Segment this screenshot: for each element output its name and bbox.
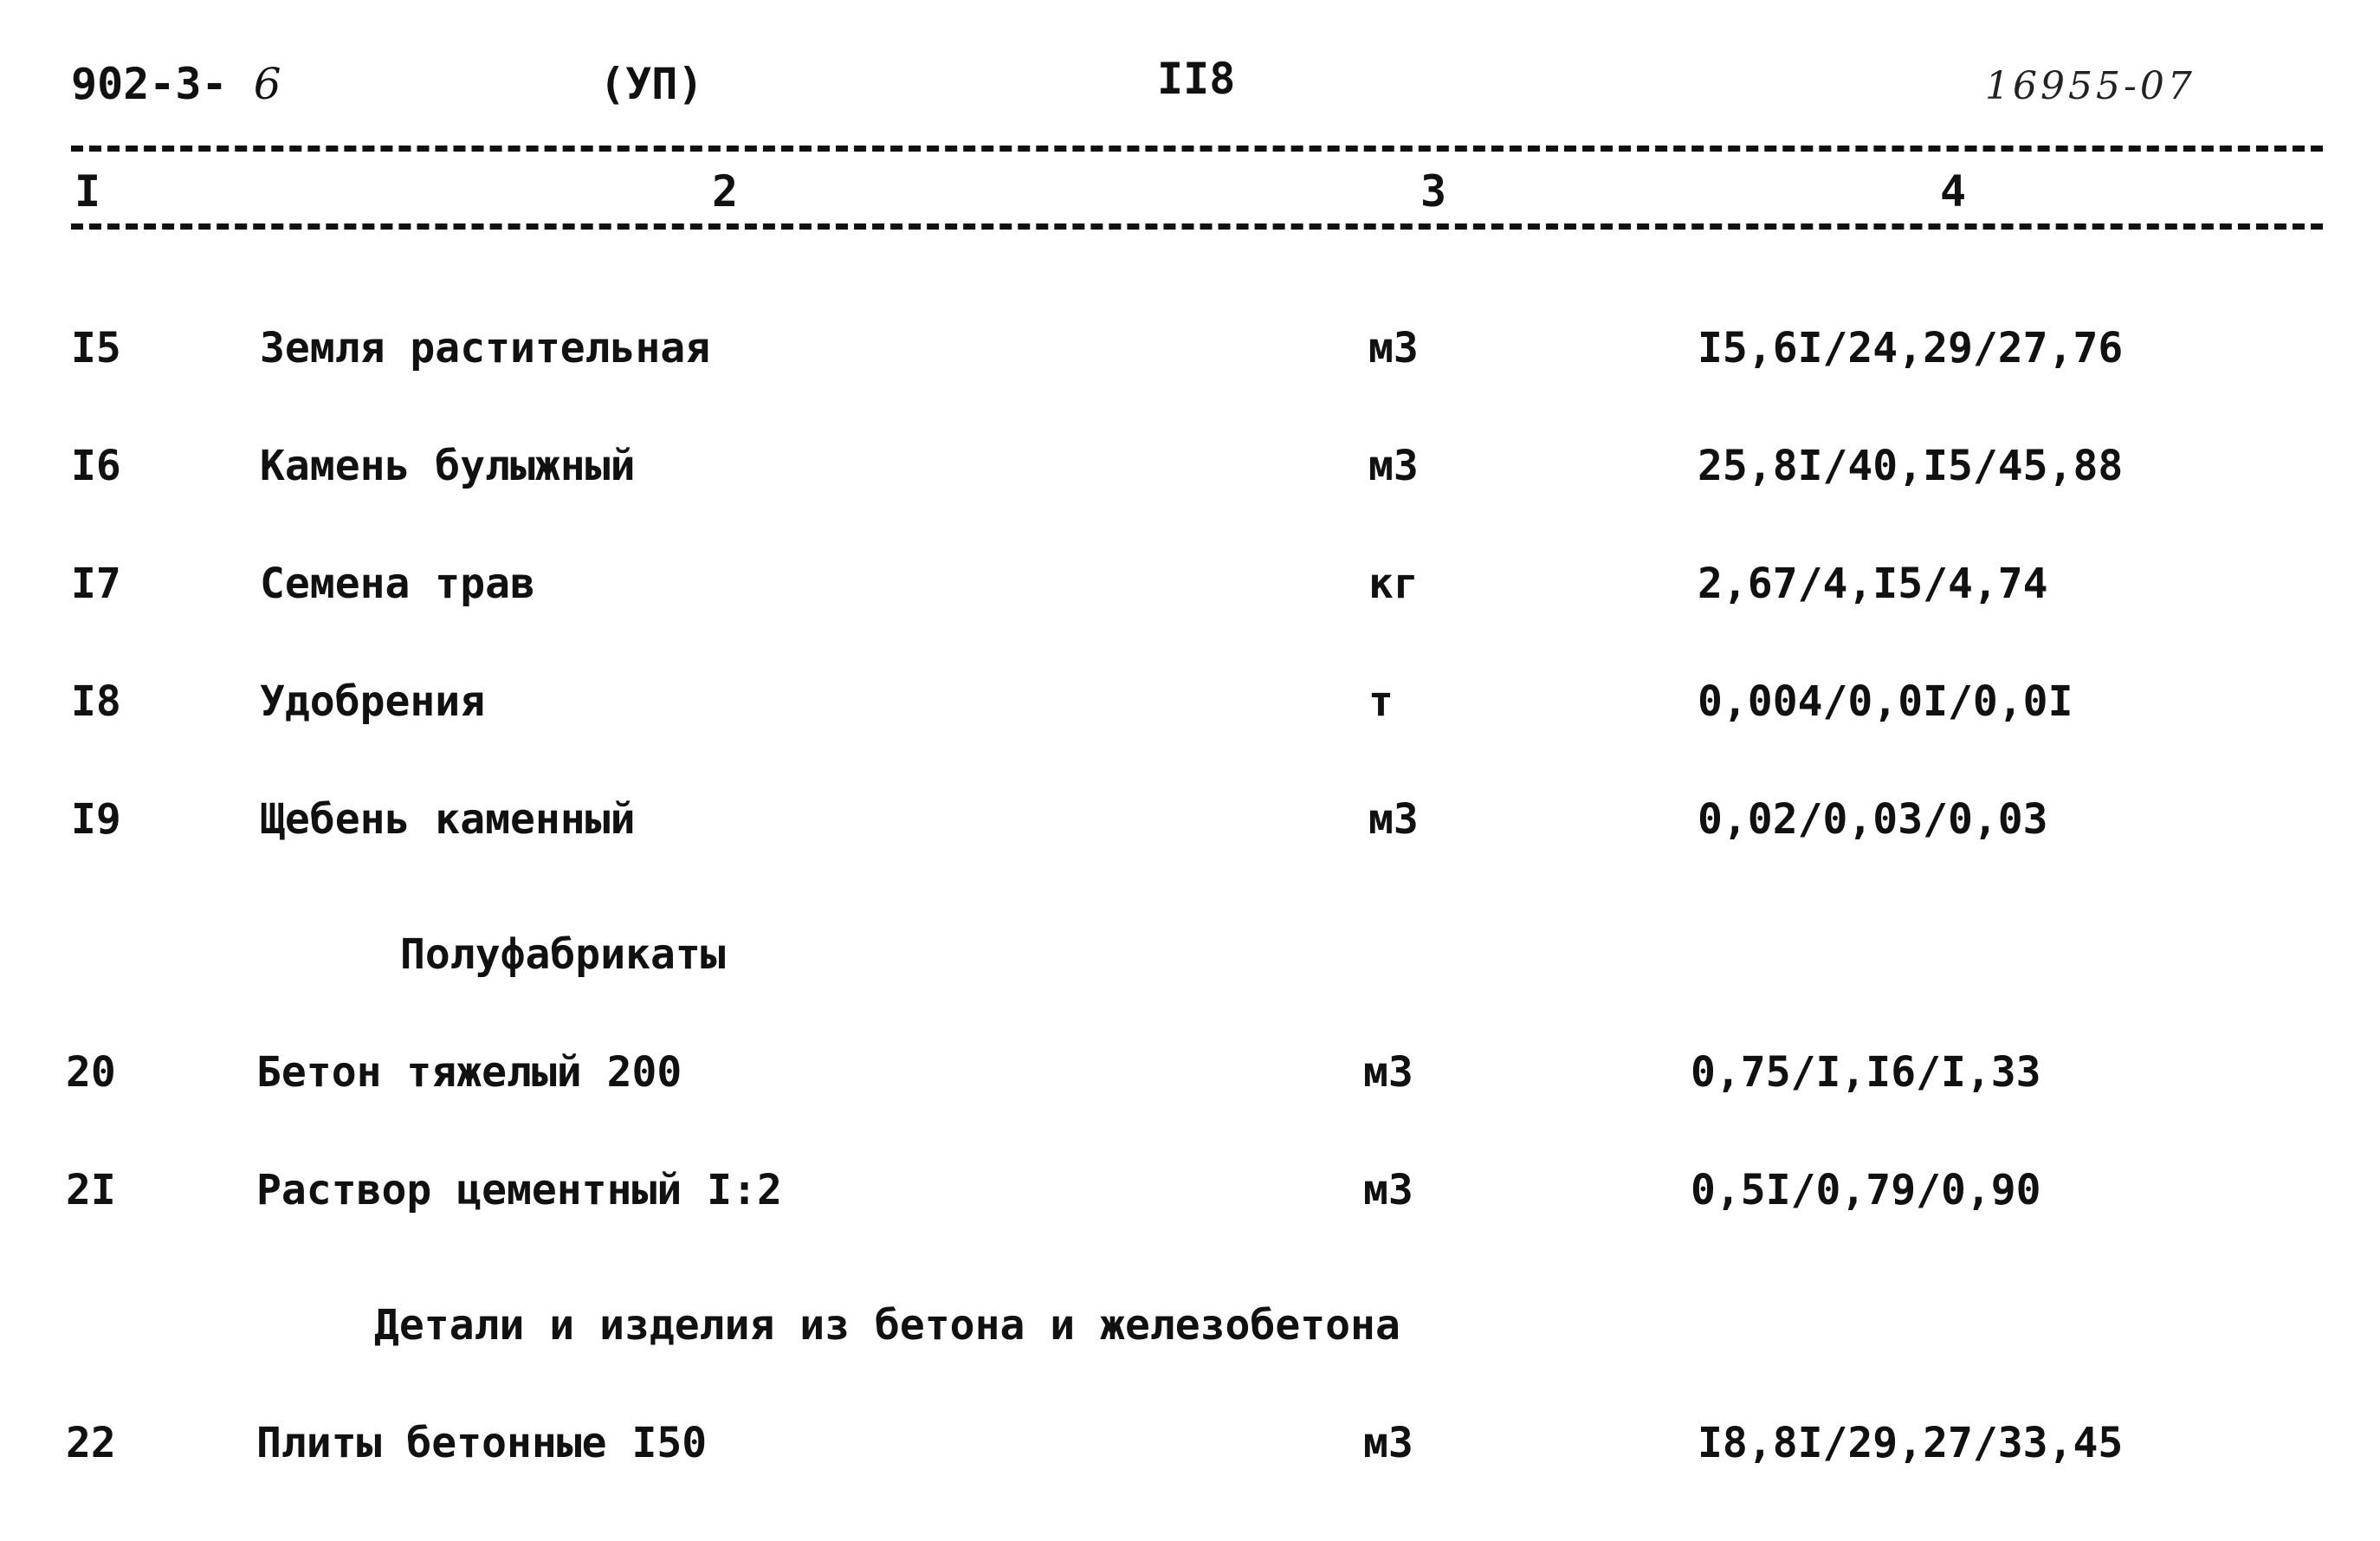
unit: м3 (1363, 1419, 1413, 1467)
quantity: 0,75/I,I6/I,33 (1691, 1048, 2041, 1097)
quantity: I5,6I/24,29/27,76 (1698, 324, 2124, 372)
table-row (0, 322, 2380, 374)
unit: м3 (1363, 1166, 1413, 1214)
row-number: I5 (71, 324, 121, 372)
header-rule-bottom (71, 223, 2323, 230)
material-name: Семена трав (260, 560, 535, 608)
material-name: Земля растительная (260, 324, 711, 372)
doc-code-handwritten: 6 (253, 59, 281, 109)
row-number: 22 (66, 1419, 116, 1467)
doc-code (71, 59, 281, 109)
material-name: Бетон тяжелый 200 (256, 1048, 682, 1097)
header-rule-top (71, 146, 2323, 152)
table-row (0, 676, 2380, 728)
row-number: 20 (66, 1048, 116, 1097)
table-row (0, 1164, 2380, 1216)
section-title-semifinished: Полуфабрикаты (400, 930, 726, 979)
row-number: I8 (71, 677, 121, 726)
column-number-3: 3 (1420, 166, 1447, 217)
material-name: Раствор цементный I:2 (256, 1166, 782, 1214)
material-name: Щебень каменный (260, 795, 636, 844)
unit: кг (1368, 560, 1419, 608)
quantity: 25,8I/40,I5/45,88 (1698, 442, 2124, 490)
page-number: II8 (1157, 54, 1236, 104)
unit: т (1368, 677, 1394, 726)
row-number: I6 (71, 442, 121, 490)
quantity: 0,5I/0,79/0,90 (1691, 1166, 2041, 1214)
table-row (0, 558, 2380, 610)
series-code: (УП) (599, 59, 704, 109)
column-number-2: 2 (712, 166, 739, 217)
table-row (0, 1046, 2380, 1098)
column-number-1: I (74, 166, 101, 217)
unit: м3 (1363, 1048, 1413, 1097)
section-title-concrete-parts: Детали и изделия из бетона и железобетона (374, 1301, 1400, 1350)
row-number: I9 (71, 795, 121, 844)
unit: м3 (1368, 324, 1419, 372)
table-row (0, 440, 2380, 492)
column-number-4: 4 (1940, 166, 1967, 217)
unit: м3 (1368, 795, 1419, 844)
unit: м3 (1368, 442, 1419, 490)
material-name: Камень булыжный (260, 442, 636, 490)
quantity: I8,8I/29,27/33,45 (1698, 1419, 2124, 1467)
row-number: 2I (66, 1166, 116, 1214)
quantity: 0,02/0,03/0,03 (1698, 795, 2048, 844)
table-row (0, 793, 2380, 845)
archive-number: 16955-07 (1985, 64, 2196, 108)
doc-code-printed: 902-3- (71, 59, 228, 109)
material-name: Плиты бетонные I50 (256, 1419, 708, 1467)
quantity: 2,67/4,I5/4,74 (1698, 560, 2048, 608)
material-name: Удобрения (260, 677, 486, 726)
row-number: I7 (71, 560, 121, 608)
quantity: 0,004/0,0I/0,0I (1698, 677, 2073, 726)
table-row (0, 1417, 2380, 1469)
